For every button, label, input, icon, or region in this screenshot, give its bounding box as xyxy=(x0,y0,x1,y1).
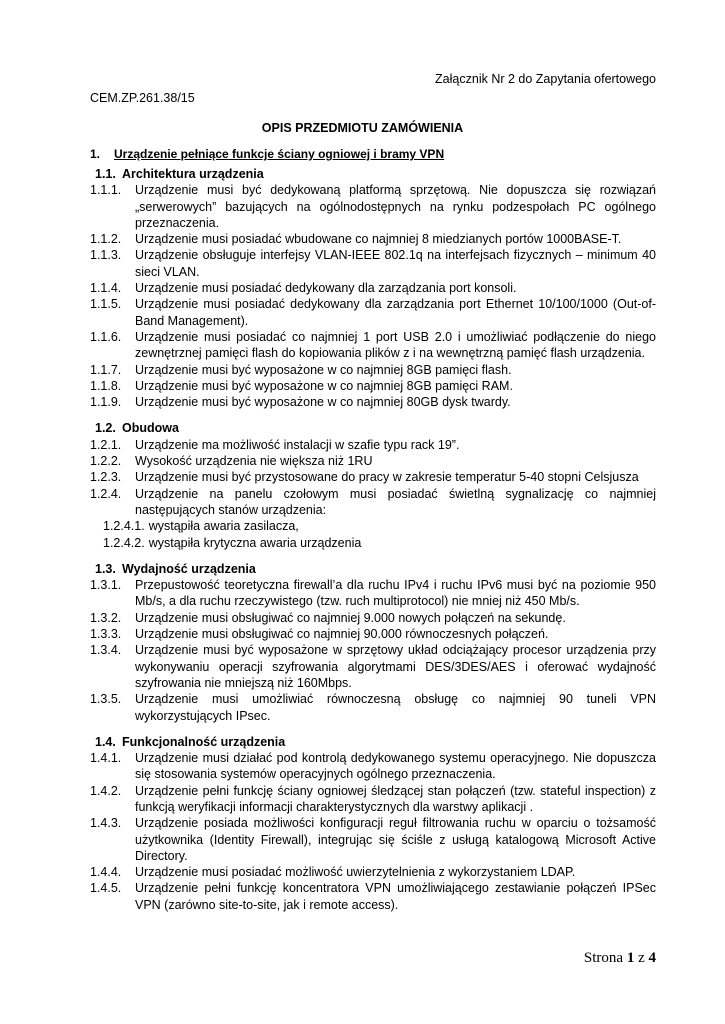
page-current: 1 xyxy=(626,950,635,966)
page-total: 4 xyxy=(648,950,656,966)
item-text: Urządzenie musi posiadać wbudowane co najmniej 8 miedzianych portów 1000BASE-T. xyxy=(135,232,622,247)
item-number: 1.2.2. xyxy=(90,454,122,469)
item-text: Urządzenie musi posiadać co najmniej 1 port USB 2.0 i umożliwiać podłączenie do niego zewnętrznej pamięci flash do kopiowania plików z i na wewnętrzną pamięć flash urządzenia. xyxy=(135,329,656,361)
item-number: 1.2.1. xyxy=(90,437,122,452)
item-number: 1.4.5. xyxy=(90,881,122,896)
item-number: 1.3.5. xyxy=(90,692,122,707)
list-item xyxy=(90,642,656,691)
item-text: Przepustowość teoretyczna firewall’a dla ruchu IPv4 i ruchu IPv6 musi być na poziomie 950 Mb/s, a dla ruchu rzeczywistego (tzw. ruch multiprotocol) nie mniej niż 450 Mb/s. xyxy=(135,578,656,609)
item-number: 1.1.9. xyxy=(90,395,122,410)
item-number: 1.4.1. xyxy=(90,751,122,766)
list-item xyxy=(90,535,656,551)
item-number: 1.1.6. xyxy=(90,329,122,344)
item-number: 1.2.4. xyxy=(90,486,122,501)
subsection-number: 1.4. xyxy=(95,734,116,749)
item-text: Urządzenie musi posiadać dedykowany dla zarządzania port Ethernet 10/100/1000 (Out-of-Band Management). xyxy=(135,297,656,328)
list-item xyxy=(90,394,656,410)
item-number: 1.1.1. xyxy=(90,183,122,198)
item-text: Urządzenie musi być przystosowane do pracy w zakresie temperatur 5-40 stopni Celsjusza xyxy=(135,470,639,485)
item-number: 1.4.2. xyxy=(90,783,122,798)
list-item xyxy=(90,691,656,724)
item-text: Urządzenie musi posiadać możliwość uwierzytelnienia z wykorzystaniem LDAP. xyxy=(135,865,576,880)
item-text: wystąpiła awaria zasilacza, xyxy=(148,519,299,534)
item-text: Urządzenie musi być wyposażone w sprzętowy układ odciążający procesor urządzenia przy wykonywaniu operacji szyfrowania algorytmami DES/3DES/AES i oferować wydajność szyfrowania nie mniejszą niż 160Mbps. xyxy=(135,643,656,690)
subsection-title: Wydajność urządzenia xyxy=(122,561,256,576)
item-text: Urządzenie musi obsługiwać co najmniej 90.000 równoczesnych połączeń. xyxy=(135,627,549,642)
list-item xyxy=(90,378,656,394)
item-number: 1.4.3. xyxy=(90,816,122,831)
list-item xyxy=(90,247,656,280)
requirements-list xyxy=(90,166,656,913)
item-number: 1.1.4. xyxy=(90,281,122,296)
list-item xyxy=(90,610,656,626)
list-item xyxy=(90,469,656,485)
item-number: 1.2.4.2. xyxy=(103,535,145,550)
subsection-heading xyxy=(90,561,656,577)
item-text: Urządzenie musi działać pod kontrolą dedykowanego systemu operacyjnego. Nie dopuszcza się stosowania systemów operacyjnych ogólnego przeznaczenia. xyxy=(135,751,656,782)
item-text: Urządzenie musi być wyposażone w co najmniej 8GB pamięci flash. xyxy=(135,362,512,377)
list-item xyxy=(90,362,656,378)
item-number: 1.1.5. xyxy=(90,297,122,312)
item-text: wystąpiła krytyczna awaria urządzenia xyxy=(148,535,362,550)
page-footer xyxy=(560,950,656,967)
subsection-number: 1.1. xyxy=(95,167,116,181)
list-item xyxy=(90,815,656,864)
item-text: Urządzenie pełni funkcję ściany ogniowej śledzącej stan połączeń (tzw. stateful inspection) z funkcją weryfikacji informacji charakterystycznych dla warstwy aplikacji . xyxy=(135,783,656,814)
subsection-number: 1.3. xyxy=(95,561,116,576)
item-number: 1.1.2. xyxy=(90,232,122,247)
item-text: Urządzenie musi być dedykowaną platformą sprzętową. Nie dopuszcza się rozwiązań „serwerowych” bazujących na ogólnodostępnych na rynku podzespołach PC ogólnego przeznaczenia. xyxy=(135,183,656,230)
item-number: 1.2.4.1. xyxy=(103,519,145,534)
attachment-label: Załącznik Nr 2 do Zapytania ofertowego xyxy=(435,72,656,86)
item-text: Urządzenie musi umożliwiać równoczesną obsługę co najmniej 90 tuneli VPN wykorzystujących IPsec. xyxy=(135,692,656,723)
item-number: 1.3.4. xyxy=(90,643,122,658)
item-text: Urządzenie musi być wyposażone w co najmniej 8GB pamięci RAM. xyxy=(135,378,513,393)
item-number: 1.3.2. xyxy=(90,610,122,625)
page-separator: z xyxy=(638,950,645,966)
item-number: 1.4.4. xyxy=(90,865,122,880)
list-item xyxy=(90,486,656,519)
list-item xyxy=(90,783,656,816)
list-item xyxy=(90,626,656,642)
item-text: Urządzenie musi być wyposażone w co najmniej 80GB dysk twardy. xyxy=(135,395,511,410)
reference-number: CEM.ZP.261.38/15 xyxy=(90,91,195,105)
list-item xyxy=(90,453,656,469)
section-title: Urządzenie pełniące funkcje ściany ogniowej i bramy VPN xyxy=(114,147,445,161)
item-number: 1.1.7. xyxy=(90,362,122,377)
subsection-heading xyxy=(90,420,656,436)
item-text: Urządzenie pełni funkcję koncentratora VPN umożliwiającego zestawianie połączeń IPSec VPN (zarówno site-to-site, jak i remote access). xyxy=(135,881,656,912)
subsection-number: 1.2. xyxy=(95,421,116,436)
subsection-heading xyxy=(90,734,656,750)
item-text: Urządzenie posiada możliwości konfiguracji reguł filtrowania ruchu w oparciu o tożsamość użytkownika (Identity Firewall), integrując się ściśle z usługą katalogową Microsoft Active Directory. xyxy=(135,816,656,863)
list-item xyxy=(90,231,656,247)
item-text: Urządzenie na panelu czołowym musi posiadać świetlną sygnalizację co najmniej następujących stanów urządzenia: xyxy=(135,486,656,517)
item-number: 1.1.8. xyxy=(90,378,122,393)
item-text: Urządzenie musi posiadać dedykowany dla zarządzania port konsoli. xyxy=(135,281,517,296)
subsection-heading xyxy=(90,166,656,182)
list-item xyxy=(90,280,656,296)
item-text: Urządzenie ma możliwość instalacji w szafie typu rack 19”. xyxy=(135,437,460,452)
list-item xyxy=(90,518,656,534)
item-text: Urządzenie musi obsługiwać co najmniej 9.000 nowych połączeń na sekundę. xyxy=(135,610,566,625)
item-text: Urządzenie obsługuje interfejsy VLAN-IEEE 802.1q na interfejsach fizycznych – minimum 40 sieci VLAN. xyxy=(135,248,656,279)
page-title: OPIS PRZEDMIOTU ZAMÓWIENIA xyxy=(261,121,464,135)
list-item xyxy=(90,329,656,362)
page-label: Strona xyxy=(583,950,624,966)
list-item xyxy=(90,880,656,913)
subsection-title: Funkcjonalność urządzenia xyxy=(122,734,286,749)
item-number: 1.1.3. xyxy=(90,248,122,263)
list-item xyxy=(90,577,656,610)
section-heading xyxy=(90,147,444,161)
subsection-title: Obudowa xyxy=(122,421,179,436)
list-item xyxy=(90,437,656,453)
item-number: 1.3.1. xyxy=(90,578,122,593)
item-text: Wysokość urządzenia nie większa niż 1RU xyxy=(135,454,373,469)
item-number: 1.2.3. xyxy=(90,470,122,485)
item-number: 1.3.3. xyxy=(90,627,122,642)
list-item xyxy=(90,750,656,783)
list-item xyxy=(90,182,656,231)
section-number: 1. xyxy=(90,147,101,161)
list-item xyxy=(90,296,656,329)
subsection-title: Architektura urządzenia xyxy=(122,167,264,181)
list-item xyxy=(90,864,656,880)
